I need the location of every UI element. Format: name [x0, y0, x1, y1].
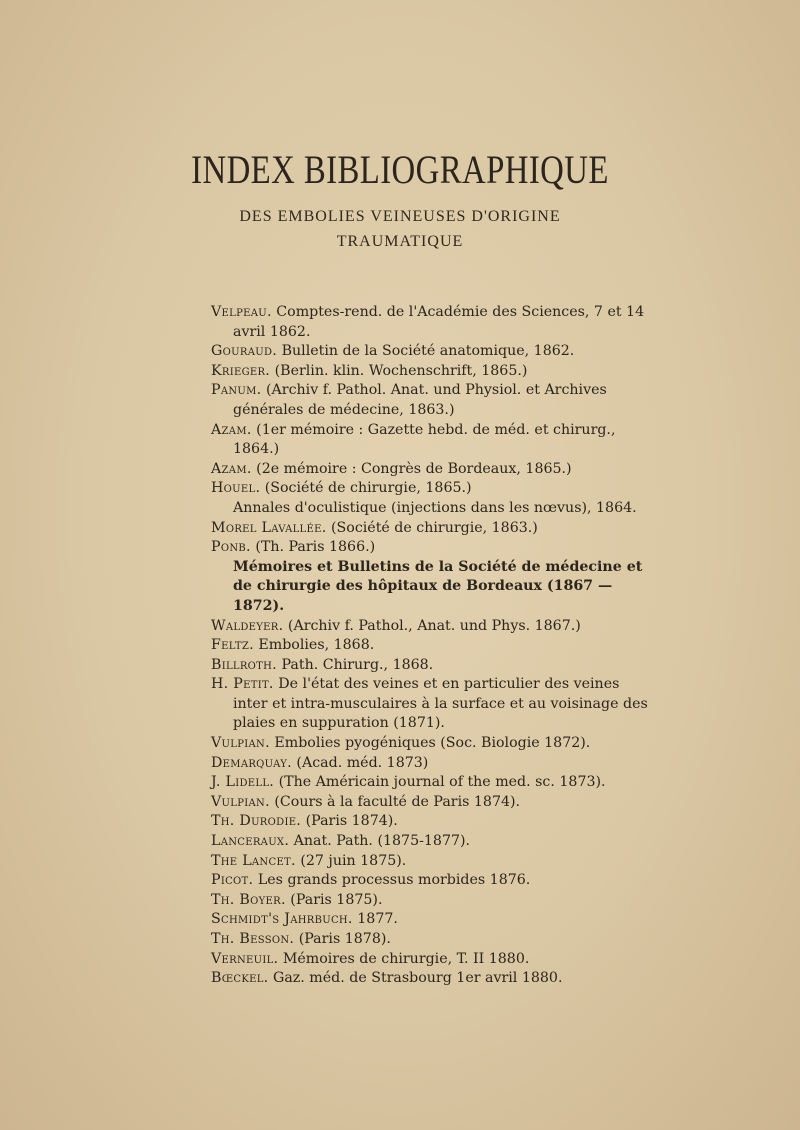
entry-text: Comptes-rend. de l'Académie des Sciences, 7 et 14 avril 1862.	[233, 304, 645, 340]
entry-text: Bulletin de la Société anatomique, 1862.	[277, 343, 575, 360]
entry-author: Lanceraux.	[211, 833, 290, 850]
bibliography-entry	[211, 479, 651, 499]
bibliography-entry	[211, 303, 651, 342]
page-title: INDEX BIBLIOGRAPHIQUE	[191, 147, 609, 192]
bibliography-entry	[211, 773, 651, 793]
entry-text: Mémoires et Bulletins de la Société de médecine et de chirurgie des hôpitaux de Bordeaux (1867 — 1872).	[233, 558, 643, 614]
entry-author: Gouraud.	[211, 343, 278, 360]
entry-author: Vulpian.	[211, 735, 270, 752]
entry-text: (The Américain journal of the med. sc. 1873).	[274, 774, 606, 791]
entry-author: The Lancet.	[211, 852, 296, 869]
bibliography-entry	[211, 362, 651, 382]
entry-text: De l'état des veines et en particulier des veines inter et intra-musculaires à la surface et au voisinage des plaies en suppuration (1871).	[233, 676, 648, 732]
entry-text: (Acad. méd. 1873)	[291, 754, 429, 771]
entry-author: Demarquay.	[211, 754, 292, 771]
entry-author: Vulpian.	[211, 793, 270, 810]
entry-text: (Paris 1874).	[301, 813, 398, 830]
bibliography-entry	[211, 421, 651, 460]
bibliography-entry	[211, 656, 651, 676]
entry-text: (Société de chirurgie, 1865.)	[260, 480, 472, 497]
bibliography-entry	[211, 460, 651, 480]
entry-author: H. Petit.	[211, 676, 274, 693]
bibliography-entry	[211, 793, 651, 813]
entry-text: Embolies pyogéniques (Soc. Biologie 1872).	[269, 735, 591, 752]
bibliography-entry	[211, 832, 651, 852]
entry-text: (2e mémoire : Congrès de Bordeaux, 1865.)	[251, 460, 572, 477]
bibliography-entry	[211, 538, 651, 558]
entry-author: Morel Lavallée.	[211, 519, 327, 536]
bibliography-entry	[211, 891, 651, 911]
entry-text: (Société de chirurgie, 1863.)	[326, 519, 538, 536]
bibliography-entry	[211, 558, 651, 617]
bibliography-entry	[211, 381, 651, 420]
bibliography-entry	[211, 636, 651, 656]
entry-text: Les grands processus morbides 1876.	[253, 872, 531, 889]
entry-text: (Archiv f. Pathol. Anat. und Physiol. et Archives générales de médecine, 1863.)	[233, 382, 607, 418]
entry-text: Gaz. méd. de Strasbourg 1er avril 1880.	[268, 970, 563, 987]
bibliography-entry	[211, 871, 651, 891]
bibliography-entry	[211, 950, 651, 970]
entry-author: Panum.	[211, 382, 262, 399]
entry-author: Th. Besson.	[211, 931, 295, 947]
entry-text: Path. Chirurg., 1868.	[277, 656, 434, 673]
entry-text: Mémoires de chirurgie, T. II 1880.	[278, 950, 530, 967]
bibliography-entry	[211, 930, 651, 950]
entry-author: Picot.	[211, 872, 254, 889]
entry-author: Houel.	[211, 480, 261, 497]
bibliography-list	[211, 303, 651, 989]
entry-author: Azam.	[211, 460, 252, 477]
bibliography-entry	[211, 675, 651, 734]
entry-text: (Berlin. klin. Wochenschrift, 1865.)	[270, 362, 528, 379]
entry-author: Schmidt's Jahrbuch.	[211, 911, 353, 928]
entry-text: Embolies, 1868.	[253, 637, 375, 654]
entry-text: (Paris 1878).	[294, 931, 391, 947]
entry-author: Th. Boyer.	[211, 891, 286, 908]
entry-text: Annales d'oculistique (injections dans les nœvus), 1864.	[233, 499, 637, 516]
entry-text: (Archiv f. Pathol., Anat. und Phys. 1867.)	[283, 617, 581, 634]
entry-text: (1er mémoire : Gazette hebd. de méd. et chirurg., 1864.)	[233, 421, 616, 458]
entry-author: Waldeyer.	[211, 617, 284, 634]
entry-author: Feltz.	[211, 637, 254, 654]
bibliography-entry	[211, 519, 651, 539]
bibliography-entry	[211, 734, 651, 754]
entry-author: Azam.	[211, 421, 252, 438]
entry-author: Ponb.	[211, 539, 251, 556]
entry-author: Velpeau.	[211, 304, 272, 320]
entry-text: (27 juin 1875).	[295, 852, 407, 869]
bibliography-entry	[211, 342, 651, 362]
entry-text: (Th. Paris 1866.)	[250, 539, 376, 556]
bibliography-entry	[211, 910, 651, 930]
bibliography-entry	[211, 812, 651, 832]
entry-author: J. Lidell.	[211, 774, 275, 791]
entry-author: Verneuil.	[211, 950, 279, 967]
page-subtitle-line-2: TRAUMATIQUE	[336, 233, 464, 250]
entry-text: (Paris 1875).	[285, 891, 383, 908]
bibliography-entry	[211, 852, 651, 872]
bibliography-entry	[211, 499, 651, 519]
entry-author: Th. Durodie.	[211, 813, 302, 830]
bibliography-entry	[211, 617, 651, 637]
entry-author: Bœckel.	[211, 970, 269, 987]
entry-text: Anat. Path. (1875-1877).	[289, 833, 471, 850]
bibliography-entry	[211, 754, 651, 774]
bibliography-entry	[211, 969, 651, 989]
page-subtitle-line-1: DES EMBOLIES VEINEUSES D'ORIGINE	[239, 208, 561, 225]
entry-author: Billroth.	[211, 656, 277, 673]
entry-author: Krieger.	[211, 362, 271, 379]
entry-text: (Cours à la faculté de Paris 1874).	[269, 793, 521, 810]
entry-text: 1877.	[352, 911, 398, 928]
